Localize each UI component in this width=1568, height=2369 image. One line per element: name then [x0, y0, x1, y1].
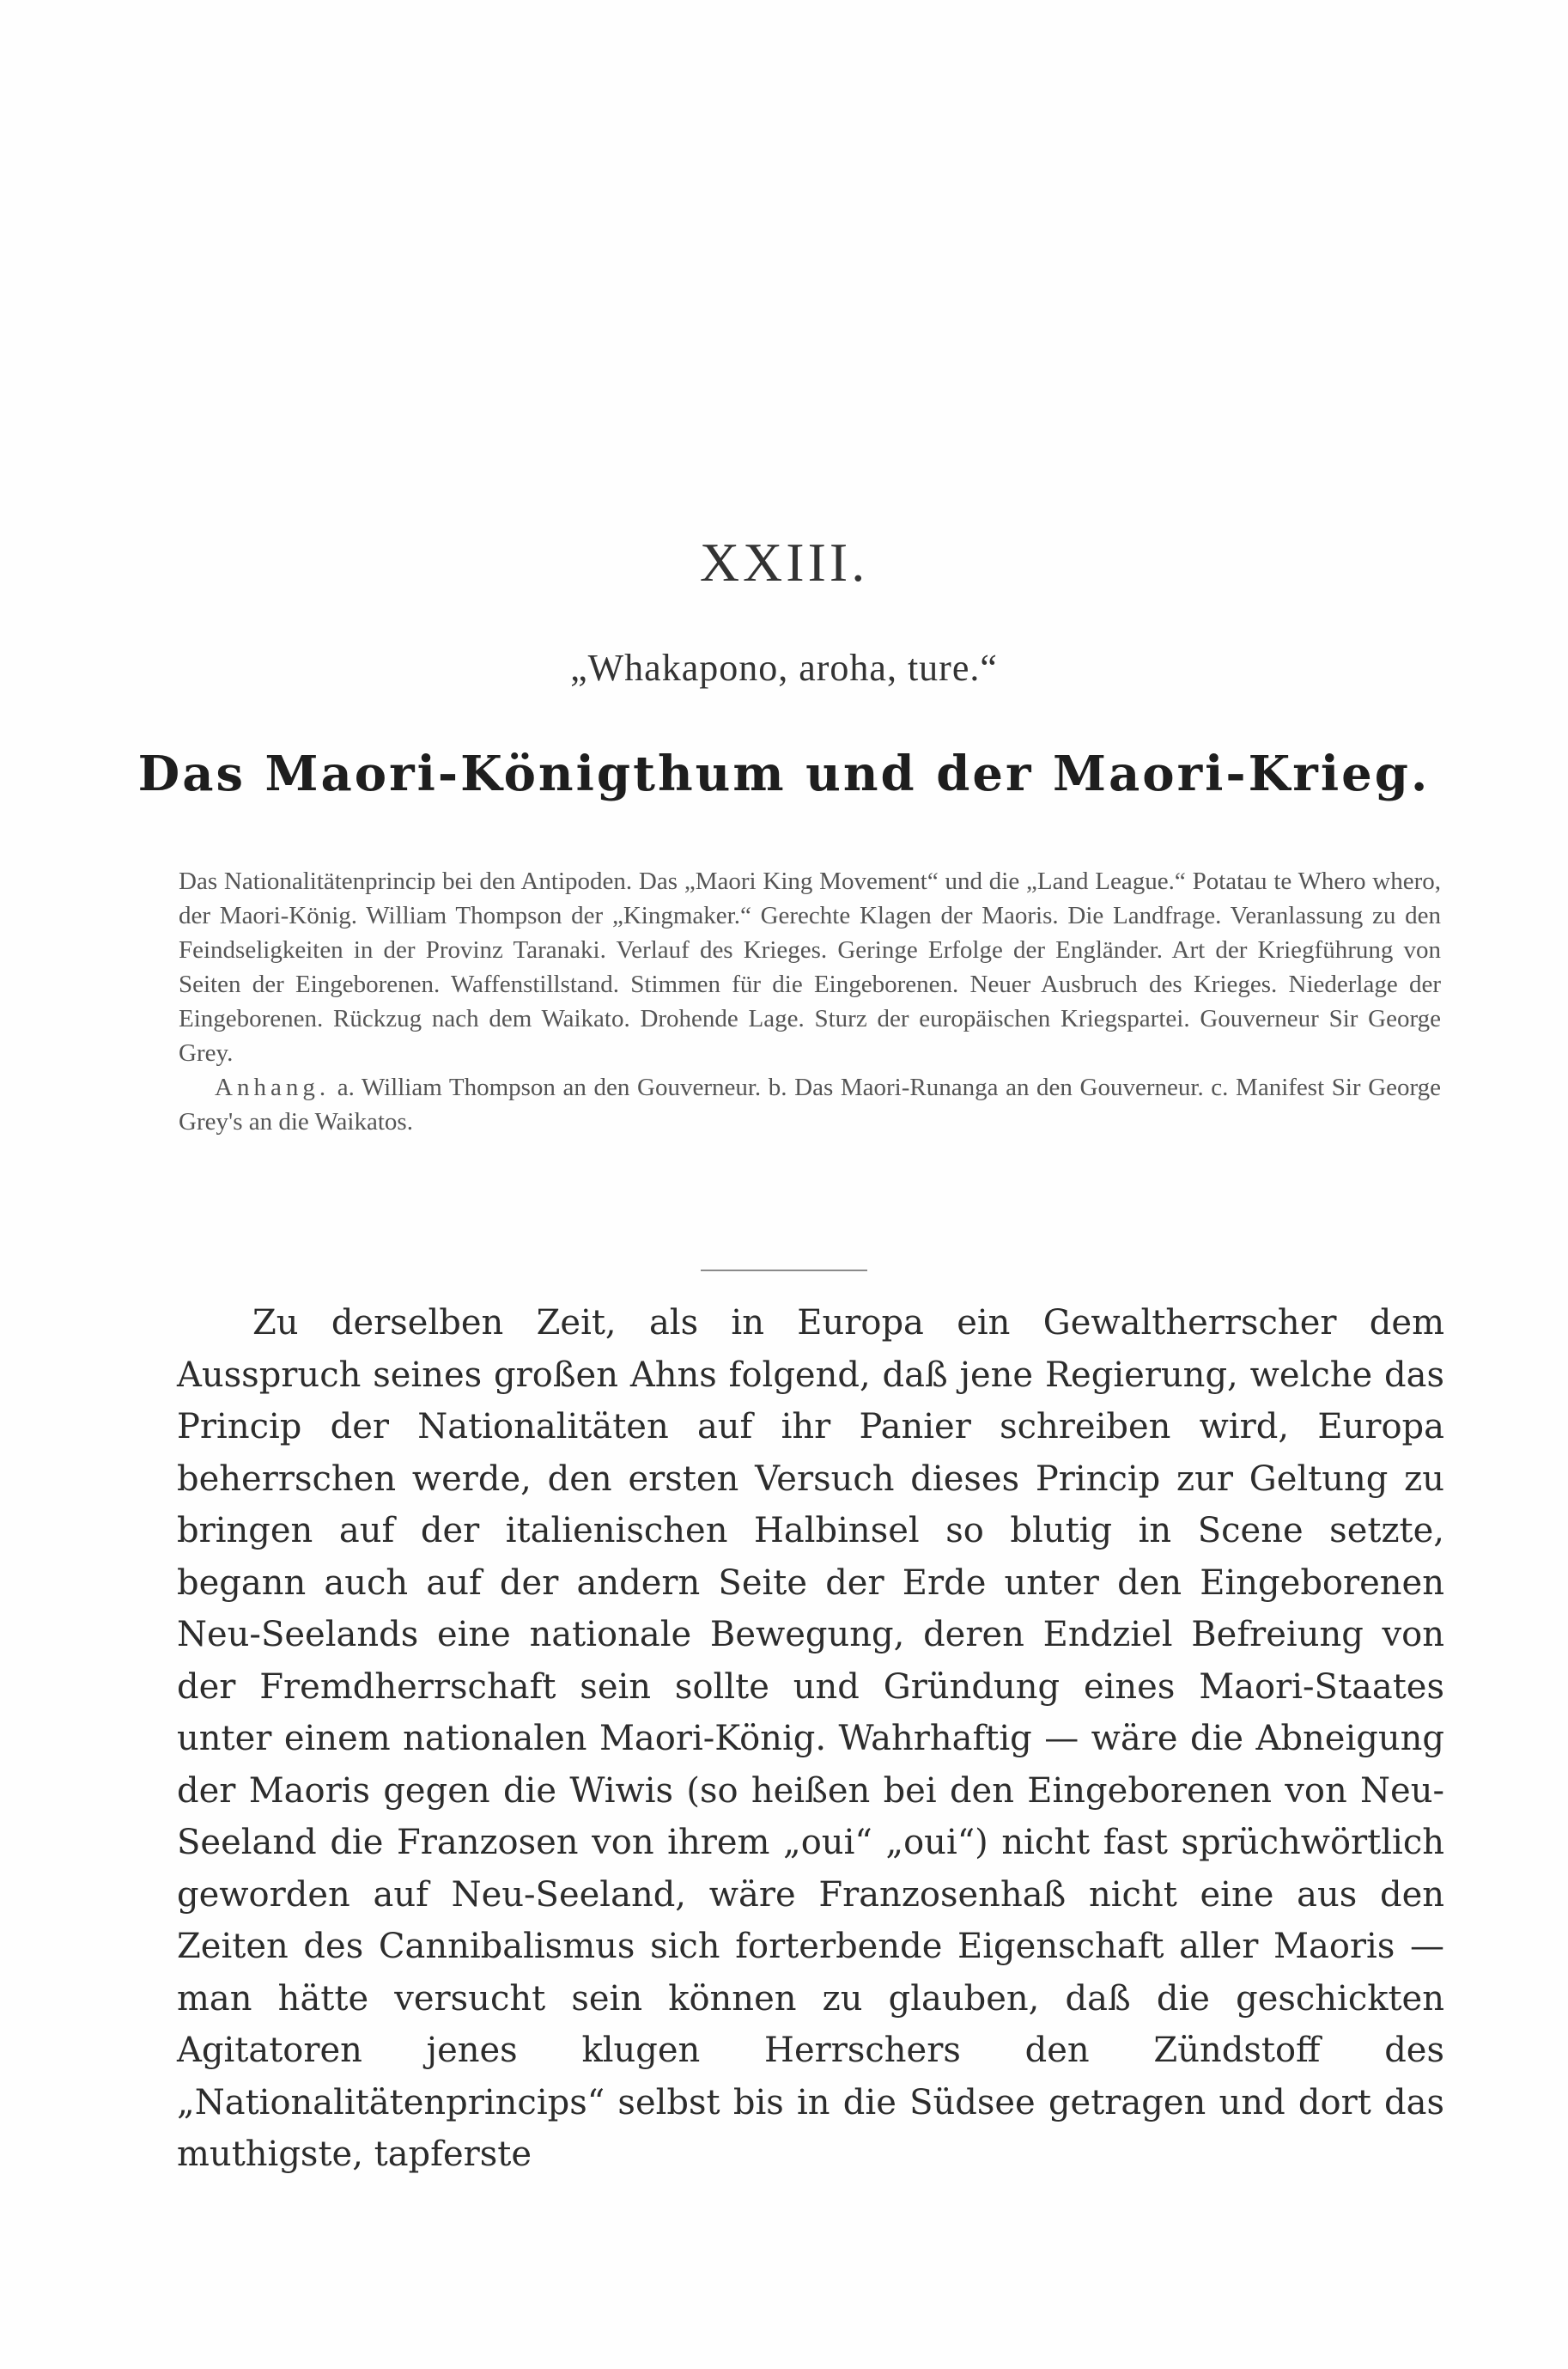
chapter-summary	[179, 864, 1441, 1139]
chapter-number: XXIII.	[699, 532, 869, 593]
appendix-text: a. William Thompson an den Gouverneur. b. Das Maori-Runanga an den Gouverneur. c. Manifest Sir George Grey's an die Waikatos.	[179, 1074, 1442, 1136]
summary-text: Das Nationalitätenprincip bei den Antipoden. Das „Maori King Movement“ und die „Land League.“ Potatau te Whero whero, der Maori-König. William Thompson der „Kingmaker.“ Gerechte Klagen der Maoris. Die Landfrage. Veranlassung zu den Feindseligkeiten in der Provinz Taranaki. Verlauf des Krieges. Geringe Erfolge der Engländer. Art der Kriegführung von Seiten der Eingeborenen. Waffenstillstand. Stimmen für die Eingeborenen. Neuer Ausbruch des Krieges. Niederlage der Eingeborenen. Rückzug nach dem Waikato. Drohende Lage. Sturz der europäischen Kriegspartei. Gouverneur Sir George Grey.	[179, 868, 1441, 1067]
body-paragraph: Zu derselben Zeit, als in Europa ein Gewaltherrscher dem Ausspruch seines großen Ahns folgend, daß jene Regierung, welche das Princip der Nationalitäten auf ihr Panier schreiben wird, Europa beherrschen werde, den ersten Versuch dieses Princip zur Geltung zu bringen auf der italienischen Halbinsel so blutig in Scene setzte, begann auch auf der andern Seite der Erde unter den Eingeborenen Neu-Seelands eine nationale Bewegung, deren Endziel Befreiung von der Fremdherrschaft sein sollte und Gründung eines Maori-Staates unter einem nationalen Maori-König. Wahrhaftig — wäre die Abneigung der Maoris gegen die Wiwis (so heißen bei den Eingeborenen von Neu-Seeland die Franzosen von ihrem „oui“ „oui“) nicht fast sprüchwörtlich geworden auf Neu-Seeland, wäre Franzosenhaß nicht eine aus den Zeiten des Cannibalismus sich forterbende Eigenschaft aller Maoris — man hätte versucht sein können zu glauben, daß die geschickten Agitatoren jenes klugen Herrschers den Zündstoff des „Nationalitätenprincips“ selbst bis in die Südsee getragen und dort das muthigste, tapferste	[177, 1303, 1444, 2174]
appendix-label: Anhang.	[215, 1074, 331, 1101]
chapter-motto: „Whakapono, aroha, ture.“	[570, 647, 998, 689]
chapter-title: Das Maori-Königthum und der Maori-Krieg.	[137, 746, 1431, 802]
body-text	[177, 1297, 1444, 2181]
appendix-line	[179, 1070, 1441, 1139]
section-divider	[701, 1270, 867, 1271]
